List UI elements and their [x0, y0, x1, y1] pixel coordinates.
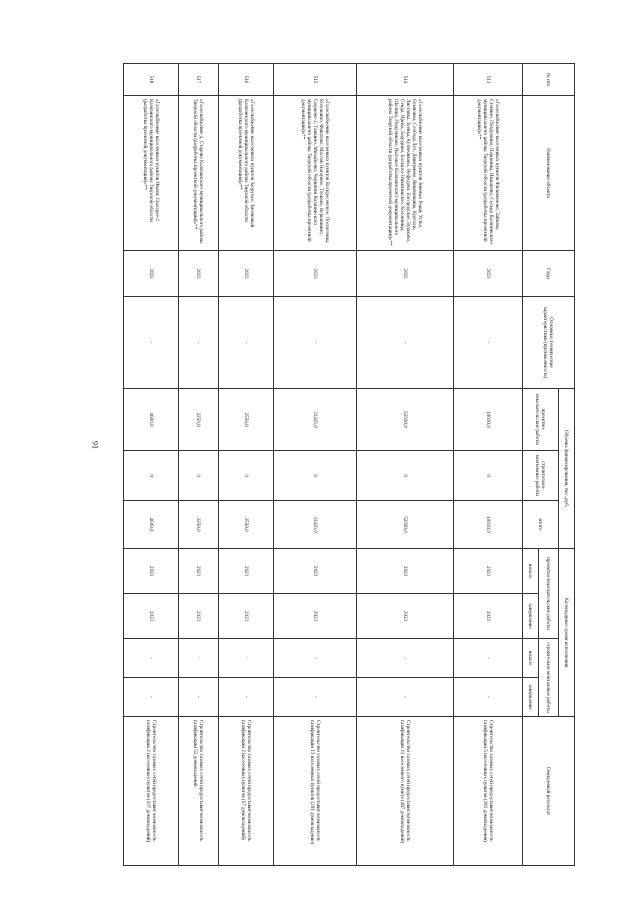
object-name: «Газоснабжение населенных пунктов Воскресенское, Поспеловка, Колошино, Фиштово, Маслов Нагорное, Точково, Вершинино, Сюрково-2, Танкино, Михайлово, Чернягин Калязинского муниципального района Тверской области (разработка проектной документации)»**	[273, 96, 356, 251]
fin-design-value: 10030,0	[454, 389, 523, 451]
row-characteristics: -	[178, 297, 218, 389]
design-start: 2023	[124, 549, 179, 594]
row-year: 2023	[273, 251, 356, 297]
page-number: 91	[90, 441, 100, 449]
object-name: «Газоснабжение населенных пунктов Зиновье Рощи, Устье, Осиповка, Слобода Луч, Дмитриево, Якимовщина, Кругаси, Листовка, Зуевка, Кузнечиково, Нефедово, Богородское, Бушково, Сенда, Ириха, Бородино, Большое Никитинское, Колонница, Шалина, Поручиково, Высокое Калязинского муниципального района Тверской области (разработка проектной документации)»**	[356, 96, 453, 251]
header-expected-result: Ожидаемый результат	[523, 717, 575, 866]
header-years: Годы	[523, 251, 575, 297]
fin-total-value: 10030,0	[454, 501, 523, 549]
table-row	[178, 64, 218, 866]
row-num: 518	[124, 64, 179, 96]
expected-result: Строительство газовых сетей предоставит возможность газификации 21 населенного пункта (487 домовладений)	[356, 717, 453, 866]
construction-start: -	[273, 639, 356, 678]
header-construction-end: завершение	[523, 678, 539, 717]
object-name: «Газоснабжение населенных пунктов Заоручье, Змеевовый Калязинского муниципального района Тверской области (разработка проектной документации)»**	[219, 96, 274, 251]
object-name: «Газоснабжение населенных пунктов Филимоново, Зайково, Степино, Петрушино, Першинка, Ивашково, Сельцо Калязинского муниципального района Тверской области (разработка проектной документации)»**	[454, 96, 523, 251]
row-year: 2023	[219, 251, 274, 297]
table-row	[273, 64, 356, 866]
header-schedule: Календарные сроки исполнения	[559, 549, 575, 717]
header-sched-construction: строительно-монтажные работы	[539, 639, 559, 717]
construction-end: -	[178, 678, 218, 717]
fin-design-value: 4600,0	[124, 389, 179, 451]
fin-construction-value: 0	[219, 451, 274, 501]
row-num: 516	[219, 64, 274, 96]
header-num: № п/п	[523, 64, 575, 96]
header-fin-total: итого	[523, 501, 559, 549]
construction-end: -	[219, 678, 274, 717]
design-end: 2023	[454, 594, 523, 639]
row-characteristics: -	[356, 297, 453, 389]
gas-supply-program-table	[123, 63, 575, 866]
construction-start: -	[356, 639, 453, 678]
fin-total-value: 2550,0	[219, 501, 274, 549]
row-num: 517	[178, 64, 218, 96]
header-construction-start: начало	[523, 639, 539, 678]
expected-result: Строительство газовых сетей предоставит возможность газификации 13 населенных пунктов (291 домовладение)	[273, 717, 356, 866]
fin-design-value: 2250,0	[178, 389, 218, 451]
fin-total-value: 2250,0	[178, 501, 218, 549]
fin-design-value: 31425,0	[273, 389, 356, 451]
table-row	[356, 64, 453, 866]
design-start: 2023	[273, 549, 356, 594]
design-start: 2023	[454, 549, 523, 594]
construction-end: -	[124, 678, 179, 717]
design-end: 2023	[219, 594, 274, 639]
row-characteristics: -	[454, 297, 523, 389]
construction-start: -	[454, 639, 523, 678]
construction-start: -	[219, 639, 274, 678]
fin-construction-value: 0	[178, 451, 218, 501]
header-fin-construction: строительно-монтажные работы	[523, 451, 559, 501]
design-end: 2023	[273, 594, 356, 639]
construction-start: -	[178, 639, 218, 678]
row-characteristics: -	[124, 297, 179, 389]
fin-construction-value: 0	[273, 451, 356, 501]
fin-construction-value: 0	[124, 451, 179, 501]
fin-total-value: 52500,0	[356, 501, 453, 549]
header-object-name: Наименование объекта	[523, 96, 575, 251]
header-design-end: завершение	[523, 594, 539, 639]
row-num: 514	[356, 64, 453, 96]
header-sched-design: проектно-изыскательские работы	[539, 549, 559, 639]
header-main-characteristics: Основные технические характеристики (протяженность)	[523, 297, 575, 389]
fin-design-value: 52500,0	[356, 389, 453, 451]
object-name: «Газоснабжение населенных пунктов Ивахи, Спасщее-2 Калязинского муниципального района Тверской области (разработка проектной документации)»**	[124, 96, 179, 251]
fin-total-value: 31425,0	[273, 501, 356, 549]
header-fin-design: проектно-изыскательские работы	[523, 389, 559, 451]
construction-end: -	[356, 678, 453, 717]
fin-construction-value: 0	[356, 451, 453, 501]
row-characteristics: -	[219, 297, 274, 389]
row-num: 513	[454, 64, 523, 96]
expected-result: Строительство газовых сетей предоставит возможность газификации 2 населенных пунктов (57 домовладений)	[219, 717, 274, 866]
design-start: 2023	[178, 549, 218, 594]
object-name: «Газоснабжение д. Старово Калязинского муниципального района Тверской области (разработка проектной документации)»**	[178, 96, 218, 251]
expected-result: Строительство газовых сетей предоставит возможность газификации 52 домовладений	[178, 717, 218, 866]
design-end: 2023	[356, 594, 453, 639]
header-financing: Объемы финансирования, тыс. руб.	[559, 389, 575, 549]
row-year: 2023	[454, 251, 523, 297]
table-row	[219, 64, 274, 866]
table-row	[454, 64, 523, 866]
row-characteristics: -	[273, 297, 356, 389]
design-start: 2023	[356, 549, 453, 594]
design-start: 2023	[219, 549, 274, 594]
expected-result: Строительство газовых сетей предоставит возможность газификации 5 населенных пунктов (183 домовладения)	[454, 717, 523, 866]
row-num: 515	[273, 64, 356, 96]
program-table-rotated	[123, 63, 575, 865]
row-year: 2023	[356, 251, 453, 297]
construction-end: -	[454, 678, 523, 717]
expected-result: Строительство газовых сетей предоставит возможность газификации 2 населенных пунктов (107 домовладений)	[124, 717, 179, 866]
fin-design-value: 2550,0	[219, 389, 274, 451]
row-year: 2023	[178, 251, 218, 297]
header-design-start: начало	[523, 549, 539, 594]
design-end: 2023	[178, 594, 218, 639]
design-end: 2023	[124, 594, 179, 639]
table-row	[124, 64, 179, 866]
fin-construction-value: 0	[454, 451, 523, 501]
row-year: 2023	[124, 251, 179, 297]
fin-total-value: 4600,0	[124, 501, 179, 549]
construction-end: -	[273, 678, 356, 717]
construction-start: -	[124, 639, 179, 678]
